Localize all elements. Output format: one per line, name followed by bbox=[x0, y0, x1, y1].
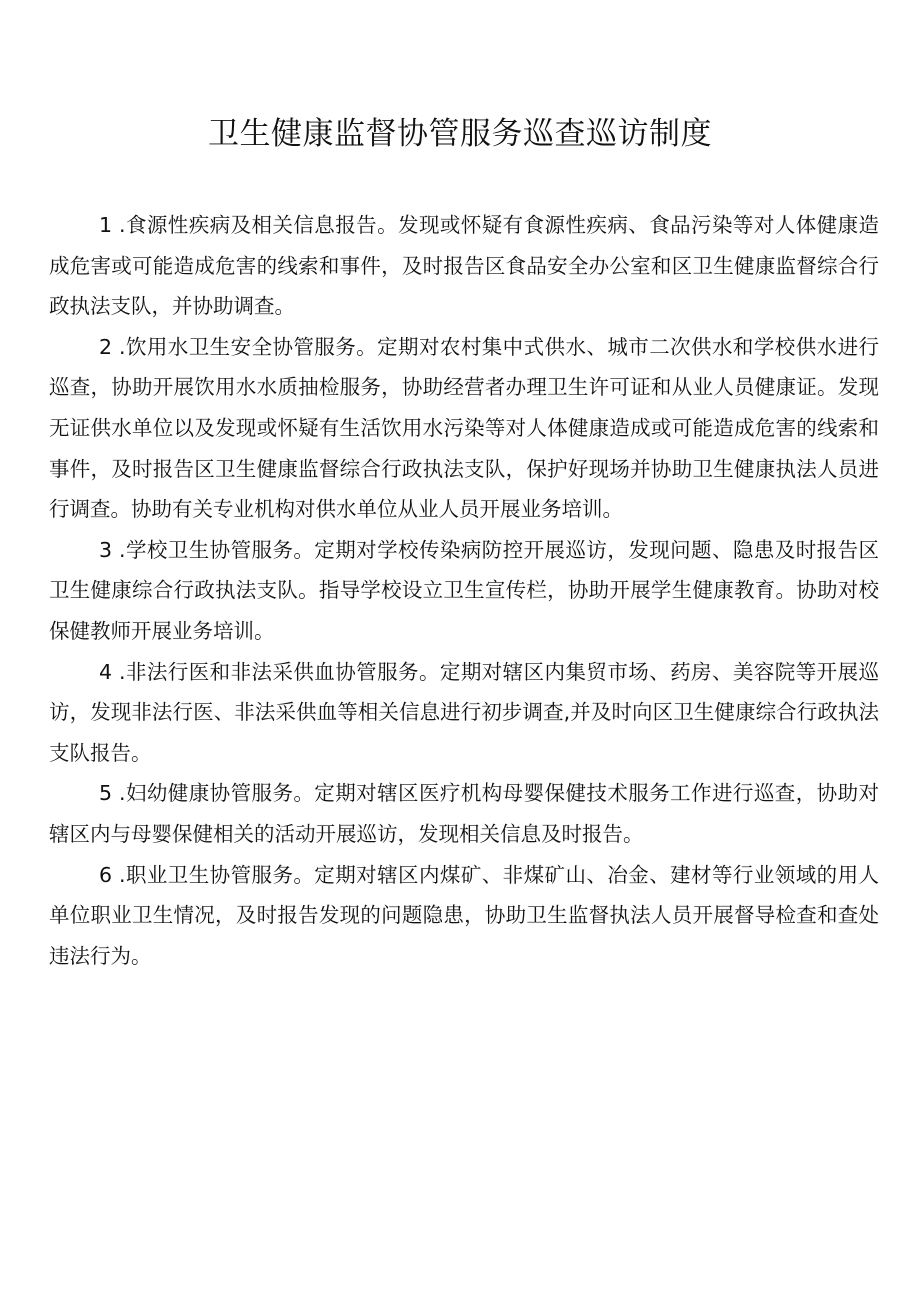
paragraph-number: 5 bbox=[99, 781, 113, 806]
document-title: 卫生健康监督协管服务巡查巡访制度 bbox=[208, 116, 712, 152]
paragraph-number: 6 bbox=[99, 862, 113, 887]
paragraph-number: 2 bbox=[99, 334, 113, 359]
paragraph-text: .职业卫生协管服务。定期对辖区内煤矿、非煤矿山、冶金、建材等行业领域的用人单位职业卫生情况，及时报告发现的问题隐患，协助卫生监督执法人员开展督导检查和查处违法行为。 bbox=[49, 862, 879, 968]
paragraph-text: .妇幼健康协管服务。定期对辖区医疗机构母婴保健技术服务工作进行巡查，协助对辖区内与母婴保健相关的活动开展巡访，发现相关信息及时报告。 bbox=[49, 781, 879, 846]
paragraph-number: 1 bbox=[99, 213, 113, 237]
paragraph-text: .非法行医和非法采供血协管服务。定期对辖区内集贸市场、药房、美容院等开展巡访，发现非法行医、非法采供血等相关信息进行初步调查,并及时向区卫生健康综合行政执法支队报告。 bbox=[49, 659, 879, 765]
paragraph-1 bbox=[49, 205, 879, 327]
paragraph-text: .学校卫生协管服务。定期对学校传染病防控开展巡访，发现问题、隐患及时报告区卫生健康综合行政执法支队。指导学校设立卫生宣传栏，协助开展学生健康教育。协助对校保健教师开展业务培训。 bbox=[49, 537, 879, 643]
paragraph-number: 4 bbox=[99, 659, 113, 684]
paragraph-4 bbox=[49, 652, 879, 774]
paragraph-number: 3 bbox=[99, 537, 113, 562]
paragraph-3 bbox=[49, 530, 879, 652]
paragraph-text: .食源性疾病及相关信息报告。发现或怀疑有食源性疾病、食品污染等对人体健康造成危害或可能造成危害的线索和事件，及时报告区食品安全办公室和区卫生健康监督综合行政执法支队，并协助调查。 bbox=[49, 213, 879, 319]
paragraph-2 bbox=[49, 327, 879, 530]
paragraph-5 bbox=[49, 773, 879, 854]
document-body bbox=[49, 205, 879, 976]
paragraph-text: .饮用水卫生安全协管服务。定期对农村集中式供水、城市二次供水和学校供水进行巡查，协助开展饮用水水质抽检服务，协助经营者办理卫生许可证和从业人员健康证。发现无证供水单位以及发现或怀疑有生活饮用水污染等对人体健康造成或可能造成危害的线索和事件，及时报告区卫生健康监督综合行政执法支队，保护好现场并协助卫生健康执法人员进行调查。协助有关专业机构对供水单位从业人员开展业务培训。 bbox=[49, 334, 879, 522]
paragraph-6 bbox=[49, 855, 879, 977]
